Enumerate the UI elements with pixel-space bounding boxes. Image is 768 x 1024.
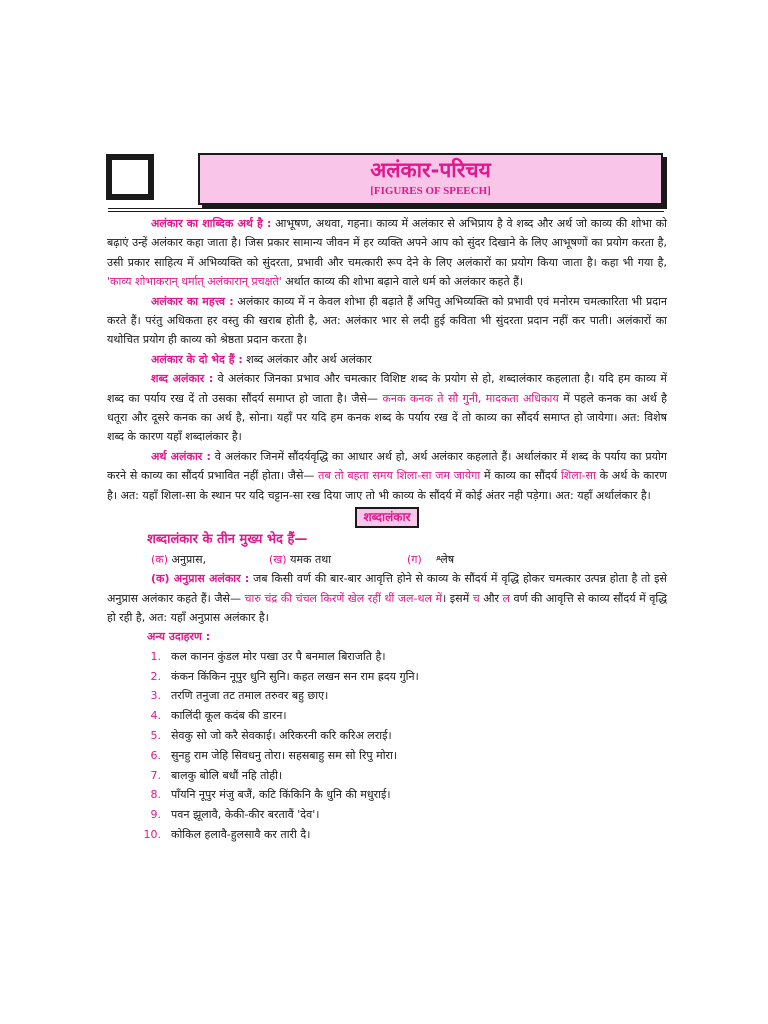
item-number: 7. — [150, 768, 161, 782]
item-text: तरणि तनुजा तट तमाल तरुवर बहु छाए। — [171, 689, 329, 703]
section-label: शब्दालंकार — [355, 507, 418, 528]
item-number: 8. — [150, 788, 161, 802]
importance-heading: अलंकार का महत्त्व : — [151, 294, 234, 308]
list-item — [141, 706, 667, 726]
anupras-example: चारु चंद्र की चंचल किरणें खेल रहीं थीं जल-थल में — [244, 591, 443, 605]
intro-quote: 'काव्य शोभाकरान् धर्मात् अलंकारान् प्रचक्षते' — [107, 275, 282, 289]
type-item-kha — [269, 550, 407, 569]
shabd-heading: शब्द अलंकार : — [151, 372, 214, 386]
intro-text-2: अर्थात काव्य की शोभा बढ़ाने वाले धर्म को अलंकार कहते हैं। — [281, 275, 524, 289]
page-title: अलंकार-परिचय — [370, 158, 491, 182]
item-number: 3. — [150, 689, 161, 703]
examples-list — [141, 647, 667, 845]
section-heading: शब्दालंकार के तीन मुख्य भेद हैं— — [147, 532, 308, 548]
anupras-heading: (क) अनुप्रास अलंकार : — [151, 572, 250, 586]
item-number: 1. — [150, 649, 161, 663]
anupras-letter-2: ल — [502, 591, 510, 605]
list-item — [141, 726, 667, 746]
item-text: कालिंदी कूल कदंब की डारन। — [171, 709, 287, 723]
main-content — [107, 214, 667, 845]
two-types-text: शब्द अलंकार और अर्थ अलंकार — [242, 352, 372, 366]
type-name: अनुप्रास, — [171, 553, 207, 567]
list-item — [141, 825, 667, 845]
item-number: 5. — [150, 728, 161, 742]
chapter-number-box — [106, 154, 154, 200]
list-item — [141, 785, 667, 805]
item-number: 6. — [150, 748, 161, 762]
list-item — [141, 686, 667, 706]
list-item — [141, 746, 667, 766]
intro-paragraph — [107, 214, 667, 292]
title-rule — [108, 208, 664, 212]
list-item — [141, 805, 667, 825]
item-text: सुनहु राम जेहि सिवधनु तोरा। सहसबाहु सम सो रिपु मोरा। — [171, 748, 398, 762]
anupras-text-1: जब किसी वर्ण की बार-बार आवृत्ति होने से काव्य के सौंदर्य में वृद्धि होकर चमत्कार उत्पन्न होता है तो इसे अनुप्रास अलंकार कहते हैं। जैसे— — [107, 572, 667, 605]
item-text: पवन झूलावै, केकी-कीर बरतावैं 'देव'। — [171, 808, 320, 822]
item-number: 10. — [143, 827, 161, 841]
item-text: कोकिल हलावै-हुलसावै कर तारी दै। — [171, 827, 311, 841]
page-subtitle: [FIGURES OF SPEECH] — [370, 185, 491, 197]
types-list — [151, 550, 667, 569]
item-number: 9. — [150, 808, 161, 822]
item-number: 4. — [150, 709, 161, 723]
shabd-example: कनक कनक ते सौ गुनी, मादकता अधिकाय — [382, 391, 559, 405]
type-name: यमक तथा — [290, 553, 332, 567]
list-item — [141, 647, 667, 667]
arth-paragraph — [107, 447, 667, 505]
importance-text: अलंकार काव्य में न केवल शोभा ही बढ़ाते हैं अपितु अभिव्यक्ति को प्रभावी एवं मनोरम चमत्कारिता भी प्रदान करते हैं। परंतु अधिकता हर वस्तु की खराब होती है, अत: अलंकार भार से लदी हुई कविता भी सुंदरता प्रदान नहीं कर पाती। अलंकारों का यथोचित प्रयोग ही काव्य को श्रेष्ठता प्रदान करता है। — [107, 294, 668, 347]
type-name: श्लेष — [435, 553, 455, 567]
intro-text-1: आभूषण, अथवा, गहना। काव्य में अलंकार से अभिप्राय है वे शब्द और अर्थ जो काव्य की शोभा को बढ़ाएं उन्हें अलंकार कहा जाता है। जिस प्रकार सामान्य जीवन में हर व्यक्ति अपने आप को सुंदर दिखाने के लिए आभूषणों का प्रयोग करता है, उसी प्रकार साहित्य में अभिव्यक्ति को सुंदरता, प्रभावी और चमत्कारी रूप देने के लिए अलंकारों का प्रयोग किया जाता है। कहा भी गया है, — [107, 217, 668, 269]
shabd-text-2: में पहले कनक का अर्थ है धतूरा और दूसरे कनक का अर्थ है, सोना। यहाँ पर यदि हम कनक शब्द के पर्याय रख दें तो काव्य का सौंदर्य समाप्त हो जायेगा। अत: विशेष शब्द के कारण यहाँ शब्दालंकार है। — [107, 391, 667, 444]
examples-heading: अन्य उदाहरण : — [147, 630, 211, 644]
item-text: सेवकु सो जो करै सेवकाई। अरिकरनी करि करिअ लराई। — [171, 728, 392, 742]
item-text: कंकन किंकिन नूपुर धुनि सुनि। कहत लखन सन राम ह्रदय गुनि। — [171, 669, 419, 683]
intro-heading: अलंकार का शाब्दिक अर्थ है : — [151, 217, 272, 230]
section-label-wrap — [107, 507, 667, 529]
type-marker: (ख) — [269, 553, 287, 567]
item-number: 2. — [150, 669, 161, 683]
item-text: कल कानन कुंडल मोर पखा उर पै बनमाल बिराजति है। — [171, 649, 386, 663]
item-text: पाँयनि नूपुर मंजु बजैं, कटि किंकिनि कै धुनि की मधुराई। — [171, 788, 391, 802]
anupras-text-2: । इसमें — [442, 591, 473, 605]
two-types-heading: अलंकार के दो भेद हैं : — [151, 352, 243, 366]
anupras-text-3: और — [479, 591, 503, 605]
type-marker: (ग) — [407, 553, 422, 567]
arth-text-2: में काव्य का सौंदर्य — [480, 469, 561, 483]
importance-paragraph — [107, 292, 667, 350]
type-item-ka — [151, 550, 269, 569]
shabd-text-1: वे अलंकार जिनका प्रभाव और चमत्कार विशिष्ट शब्द के प्रयोग से हो, शब्दालंकार कहलाता है। यदि हम काव्य में शब्द का पर्याय रख दें तो उसका सौंदर्य समाप्त हो जाता है। जैसे— — [107, 372, 667, 405]
anupras-paragraph — [107, 569, 667, 627]
arth-word: शिला-सा — [560, 469, 596, 483]
list-item — [141, 667, 667, 687]
title-box — [198, 153, 663, 205]
item-text: बालकु बोलि बधौं नहि तोही। — [171, 768, 283, 782]
type-item-ga — [407, 550, 454, 569]
arth-text-3: के अर्थ के कारण है। अत: यहाँ शिला-सा के स्थान पर यदि चट्टान-सा रख दिया जाए तो भी काव्य के सौंदर्य में कोई अंतर नही पड़ेगा। अत: यहाँ अर्थालंकार है। — [107, 469, 667, 502]
arth-example: तब तो बहता समय शिला-सा जम जायेगा — [318, 469, 481, 483]
two-types-paragraph — [107, 350, 667, 369]
arth-heading: अर्थ अलंकार : — [151, 449, 211, 463]
anupras-text-4: वर्ण की आवृत्ति से काव्य सौंदर्य में वृद्धि हो रही है, अत: यहाँ अनुप्रास अलंकार है। — [107, 591, 667, 624]
list-item — [141, 766, 667, 786]
type-marker: (क) — [151, 553, 169, 567]
shabd-paragraph — [107, 369, 667, 447]
arth-text-1: वे अलंकार जिनमें सौंदर्यवृद्धि का आधार अर्थ हो, अर्थ अलंकार कहलाते हैं। अर्थालंकार में शब्द के पर्याय का प्रयोग करने से काव्य का सौंदर्य प्रभावित नहीं होता। जैसे— — [107, 449, 667, 483]
anupras-letter-1: च — [472, 591, 480, 605]
